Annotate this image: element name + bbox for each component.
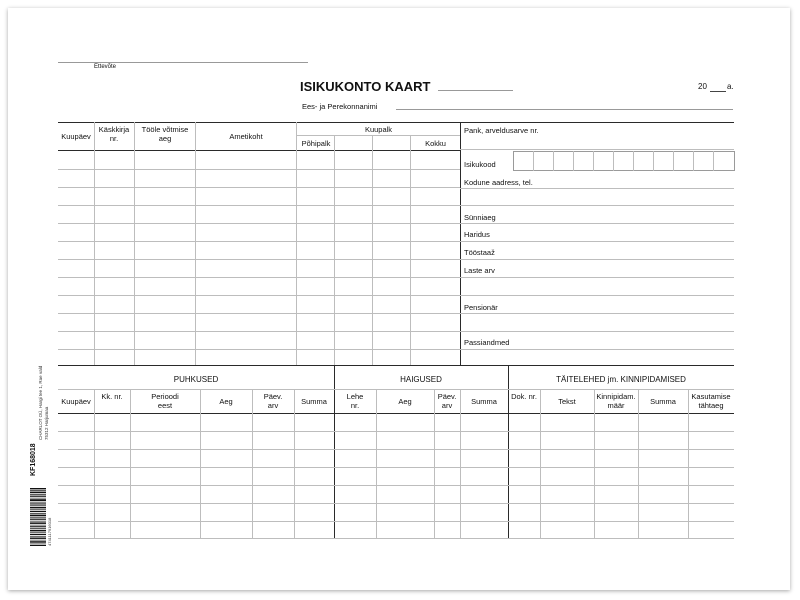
company-line — [58, 62, 308, 63]
name-label: Ees- ja Perekonnanimi — [302, 102, 378, 111]
bottom-section-line — [58, 389, 734, 390]
col-kuupalk: Kuupalk — [364, 125, 393, 134]
personal-line — [460, 205, 734, 206]
bottom-col-line — [434, 389, 435, 539]
main-col-line — [195, 122, 196, 365]
personal-line — [460, 149, 734, 150]
main-row-line — [58, 259, 460, 260]
bottom-col-line — [638, 389, 639, 539]
col-pohipalk: Põhipalk — [301, 139, 331, 148]
main-row-line — [58, 241, 460, 242]
personal-line — [460, 295, 734, 296]
h-lehe: Lehe nr. — [346, 392, 364, 410]
personal-line — [460, 331, 734, 332]
bottom-col-line — [540, 389, 541, 539]
main-row-line — [58, 295, 460, 296]
bottom-col-line — [688, 389, 689, 539]
col-kuupaev: Kuupäev — [61, 132, 91, 141]
education-label: Haridus — [464, 230, 490, 239]
passport-label: Passiandmed — [464, 338, 510, 347]
main-col-line — [134, 122, 135, 365]
publisher-address: 75312 Harjumaa — [44, 406, 49, 440]
kuupalk-subline — [297, 135, 460, 136]
bottom-table-top — [58, 365, 734, 366]
year-prefix: 20 — [698, 82, 707, 91]
haigused-heading: HAIGUSED — [400, 375, 442, 384]
h-summa: Summa — [471, 397, 497, 406]
t-dok: Dok. nr. — [511, 392, 537, 401]
p-paev: Päev. arv — [263, 392, 283, 410]
personal-line — [460, 277, 734, 278]
personal-line — [460, 259, 734, 260]
birth-label: Sünniaeg — [464, 213, 496, 222]
isikukood-cell — [693, 151, 694, 171]
main-row-line — [58, 349, 460, 350]
p-perioodi: Perioodi eest — [151, 392, 179, 410]
main-row-line — [58, 223, 460, 224]
personal-line — [460, 223, 734, 224]
personal-divider — [460, 122, 461, 365]
col-ametikoht: Ametikoht — [229, 132, 263, 141]
company-label: Ettevõte — [94, 64, 117, 70]
main-row-line — [58, 331, 460, 332]
bottom-row-line — [58, 467, 734, 468]
bottom-col-line — [376, 389, 377, 539]
col-kokku: Kokku — [425, 139, 446, 148]
isikukood-cell — [653, 151, 654, 171]
form-code: KF168018 — [30, 443, 37, 476]
isikukood-cell — [593, 151, 594, 171]
work-label: Tööstaaž — [464, 248, 495, 257]
p-summa: Summa — [301, 397, 327, 406]
personal-line — [460, 188, 734, 189]
h-aeg: Aeg — [398, 397, 412, 406]
children-label: Laste arv — [464, 266, 495, 275]
form-sheet — [8, 8, 790, 590]
isikukood-cell — [533, 151, 534, 171]
bank-label: Pank, arveldusarve nr. — [464, 126, 539, 135]
bottom-header-bottom — [58, 413, 734, 414]
main-row-line — [58, 169, 460, 170]
puhkused-heading: PUHKUSED — [173, 375, 219, 384]
p-aeg: Aeg — [219, 397, 233, 406]
bottom-col-line — [130, 389, 131, 539]
year-suffix: a. — [727, 82, 734, 91]
t-kasut: Kasutamise tähtaeg — [691, 392, 731, 410]
isikukood-cell — [713, 151, 714, 171]
personal-line — [460, 313, 734, 314]
main-header-bottom — [58, 150, 460, 151]
personal-line — [460, 241, 734, 242]
barcode-number: 4741117916018 — [47, 517, 52, 546]
p-kuupaev: Kuupäev — [61, 397, 91, 406]
publisher-text: CHARLOT OÜ, Hargi tee 1, Rae vald — [38, 365, 43, 440]
t-kinni: Kinnipidam. määr — [596, 392, 636, 410]
main-row-line — [58, 205, 460, 206]
isikukood-label: Isikukood — [464, 160, 496, 169]
bottom-col-line — [252, 389, 253, 539]
isikukood-cell — [573, 151, 574, 171]
t-summa: Summa — [650, 397, 676, 406]
pension-label: Pensionär — [464, 303, 498, 312]
isikukood-boxes[interactable] — [513, 151, 735, 171]
bottom-row-line — [58, 485, 734, 486]
isikukood-cell — [633, 151, 634, 171]
year-line[interactable] — [710, 91, 726, 92]
bottom-row-line — [58, 538, 734, 539]
col-kaskkirja: Käskkirja nr. — [98, 125, 130, 143]
bottom-row-line — [58, 521, 734, 522]
bottom-col-line — [94, 389, 95, 539]
p-kk: Kk. nr. — [101, 392, 123, 401]
bottom-col-line — [594, 389, 595, 539]
main-row-line — [58, 313, 460, 314]
title-line — [438, 90, 513, 91]
name-line[interactable] — [396, 109, 733, 110]
taitelehed-heading: TÄITELEHED jm. KINNIPIDAMISED — [556, 375, 686, 384]
t-tekst: Tekst — [558, 397, 576, 406]
isikukood-cell — [553, 151, 554, 171]
col-toole: Tööle võtmise aeg — [141, 125, 189, 143]
bottom-col-line — [460, 389, 461, 539]
bottom-row-line — [58, 431, 734, 432]
main-row-line — [58, 277, 460, 278]
isikukood-cell — [673, 151, 674, 171]
isikukood-cell — [613, 151, 614, 171]
main-row-line — [58, 187, 460, 188]
personal-line — [460, 349, 734, 350]
bottom-col-line — [200, 389, 201, 539]
page-title: ISIKUKONTO KAART — [300, 79, 431, 94]
main-col-line — [94, 122, 95, 365]
h-paev: Päev. arv — [437, 392, 457, 410]
main-table-top — [58, 122, 734, 123]
bottom-col-line — [294, 389, 295, 539]
bottom-row-line — [58, 503, 734, 504]
address-label: Kodune aadress, tel. — [464, 178, 533, 187]
bottom-row-line — [58, 449, 734, 450]
main-col-line — [296, 122, 297, 365]
